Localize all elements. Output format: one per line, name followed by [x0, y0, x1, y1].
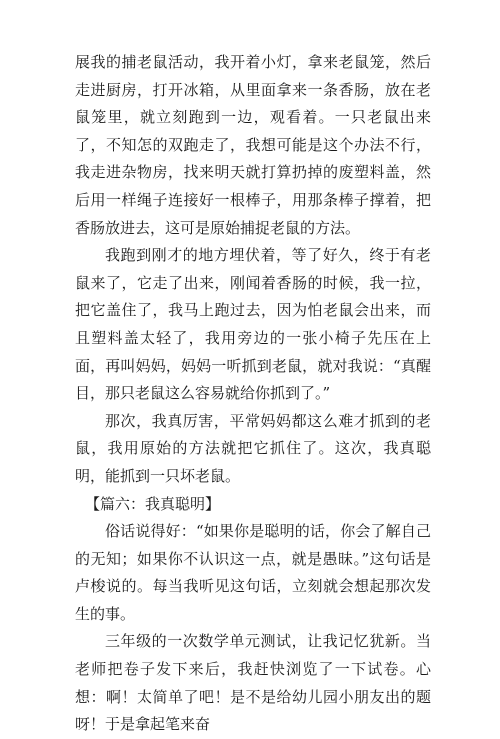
document-body [75, 49, 431, 739]
section-heading: 【篇六：我真聪明】 [85, 494, 221, 513]
paragraph-continued: 展我的捕老鼠活动，我开着小灯，拿来老鼠笼，然后走进厨房，打开冰箱，从里面拿来一条香肠，放在老鼠笼里，就立刻跑到一边，观看着。一只老鼠出来了，不知怎的双跑走了，我想可能是这个办法不行，我走进杂物房，找来明天就打算扔掉的废塑料盖，然后用一样绳子连接好一根棒子，用那条棒子撑着，把香肠放进去，这可是原始捕捉老鼠的方法。 [75, 53, 431, 237]
paragraph-ambush: 我跑到刚才的地方埋伏着，等了好久，终于有老鼠来了，它走了出来，刚闻着香肠的时候，我一拉，把它盖住了，我马上跑过去，因为怕老鼠会出来，而且塑料盖太轻了，我用旁边的一张小椅子先压在上面，再叫妈妈，妈妈一听抓到老鼠，就对我说：“真醒目，那只老鼠这么容易就给你抓到了。” [75, 246, 431, 403]
paragraph-proverb: 俗话说得好：“如果你是聪明的话，你会了解自己的无知；如果你不认识这一点，就是愚昧。”这句话是卢梭说的。每当我听见这句话，立刻就会想起那次发生的事。 [75, 522, 431, 623]
paragraph-math-test: 三年级的一次数学单元测试，让我记忆犹新。当老师把卷子发下来后，我赶快浏览了一下试卷。心想：啊！太简单了吧！是不是给幼儿园小朋友出的题呀！于是拿起笔来奋 [75, 632, 431, 734]
paragraph-conclusion: 那次，我真厉害，平常妈妈都这么难才抓到的老鼠，我用原始的方法就把它抓住了。这次，我真聪明，能抓到一只坏老鼠。 [75, 411, 431, 485]
